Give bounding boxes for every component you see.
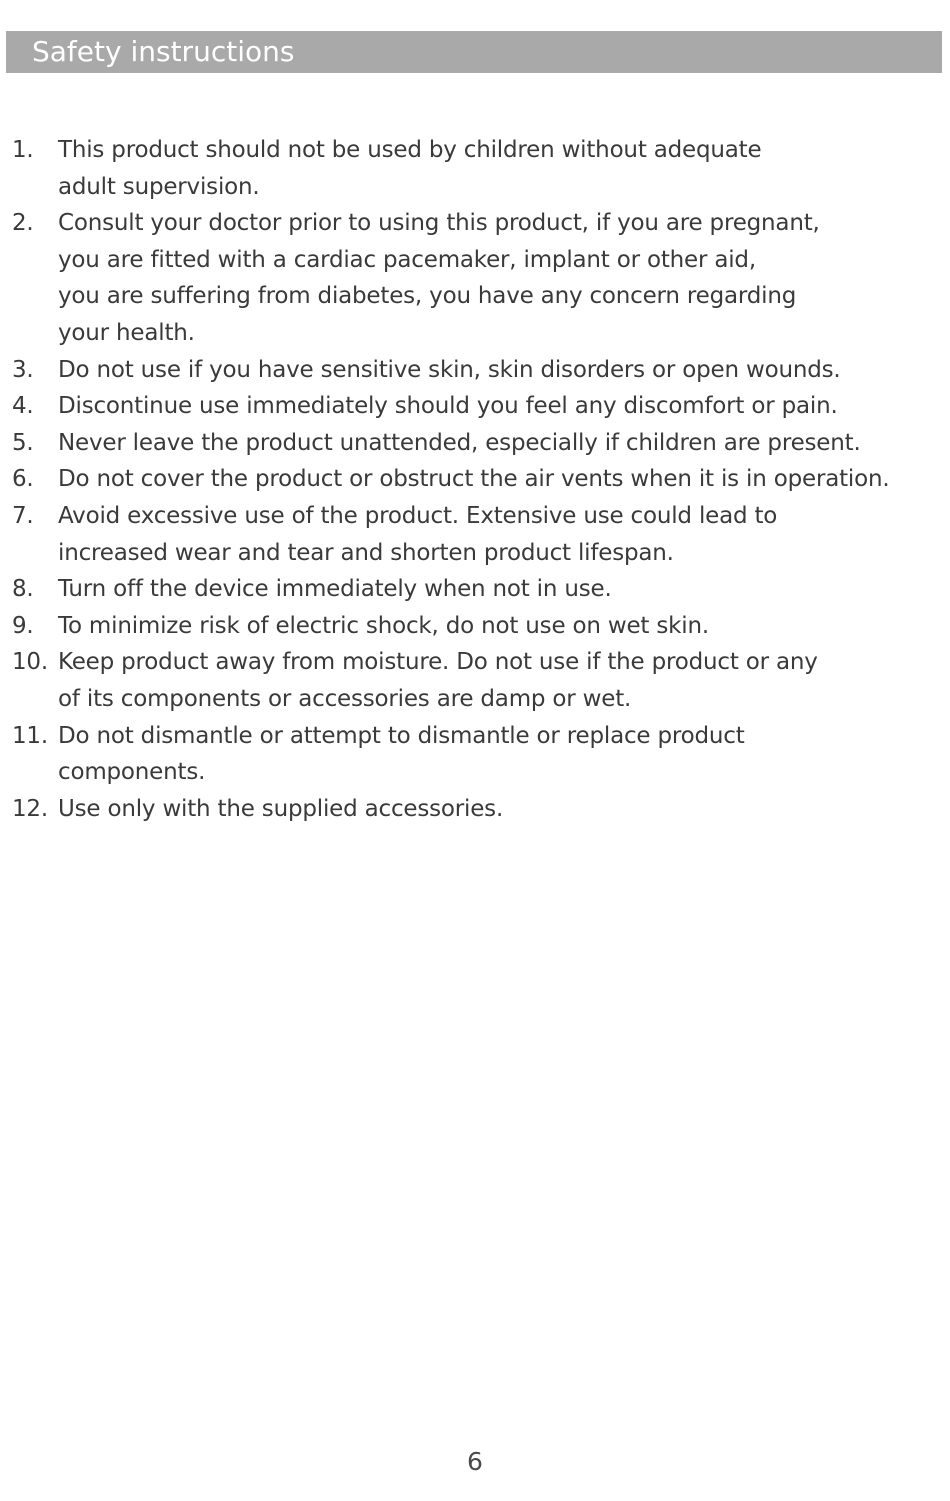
instruction-item: [0, 352, 950, 389]
instruction-text-line: your health.: [58, 319, 195, 346]
instruction-text-line: Do not cover the product or obstruct the air vents when it is in operation.: [58, 466, 890, 493]
instruction-text-line: Keep product away from moisture. Do not use if the product or any: [58, 649, 818, 676]
instruction-number: 4.: [12, 393, 34, 420]
instruction-text-line: you are fitted with a cardiac pacemaker, implant or other aid,: [58, 246, 756, 273]
instruction-text-line: of its components or accessories are damp or wet.: [58, 685, 632, 712]
instruction-number: 9.: [12, 612, 34, 639]
instruction-item: [0, 205, 950, 351]
instruction-item: [0, 608, 950, 645]
instruction-text-line: Turn off the device immediately when not in use.: [58, 576, 612, 603]
instruction-text-line: Avoid excessive use of the product. Extensive use could lead to: [58, 502, 778, 529]
instruction-item: [0, 425, 950, 462]
instruction-text-line: components.: [58, 759, 206, 786]
section-header-bar: [6, 31, 942, 73]
instruction-item: [0, 461, 950, 498]
safety-instructions-list: [0, 132, 950, 827]
instruction-text-line: adult supervision.: [58, 173, 260, 200]
instruction-number: 6.: [12, 466, 34, 493]
instruction-number: 5.: [12, 429, 34, 456]
instruction-number: 1.: [12, 137, 34, 163]
instruction-number: 2.: [12, 210, 34, 237]
instruction-text-line: To minimize risk of electric shock, do not use on wet skin.: [58, 612, 709, 639]
instruction-item: [0, 388, 950, 425]
instruction-item: [0, 791, 950, 828]
instruction-text-line: This product should not be used by children without adequate: [58, 137, 762, 163]
instruction-text-line: Do not dismantle or attempt to dismantle or replace product: [58, 722, 745, 749]
section-title: Safety instructions: [32, 35, 295, 68]
instruction-text-line: Do not use if you have sensitive skin, skin disorders or open wounds.: [58, 356, 841, 383]
page-number: 6: [467, 1447, 483, 1476]
instruction-item: [0, 132, 950, 205]
instruction-text-line: Discontinue use immediately should you feel any discomfort or pain.: [58, 393, 838, 420]
instruction-number: 3.: [12, 356, 34, 383]
instruction-text-line: Consult your doctor prior to using this product, if you are pregnant,: [58, 210, 820, 237]
instruction-number: 7.: [12, 502, 34, 529]
instruction-item: [0, 718, 950, 791]
instruction-number: 11.: [12, 722, 48, 749]
instruction-text-line: increased wear and tear and shorten product lifespan.: [58, 539, 674, 566]
instruction-number: 12.: [12, 795, 48, 822]
instruction-number: 8.: [12, 576, 34, 603]
instruction-text-line: you are suffering from diabetes, you have any concern regarding: [58, 283, 797, 310]
instruction-item: [0, 644, 950, 717]
instruction-number: 10.: [12, 649, 48, 676]
instruction-item: [0, 498, 950, 571]
instruction-item: [0, 571, 950, 608]
instruction-text-line: Never leave the product unattended, especially if children are present.: [58, 429, 861, 456]
instruction-text-line: Use only with the supplied accessories.: [58, 795, 504, 822]
